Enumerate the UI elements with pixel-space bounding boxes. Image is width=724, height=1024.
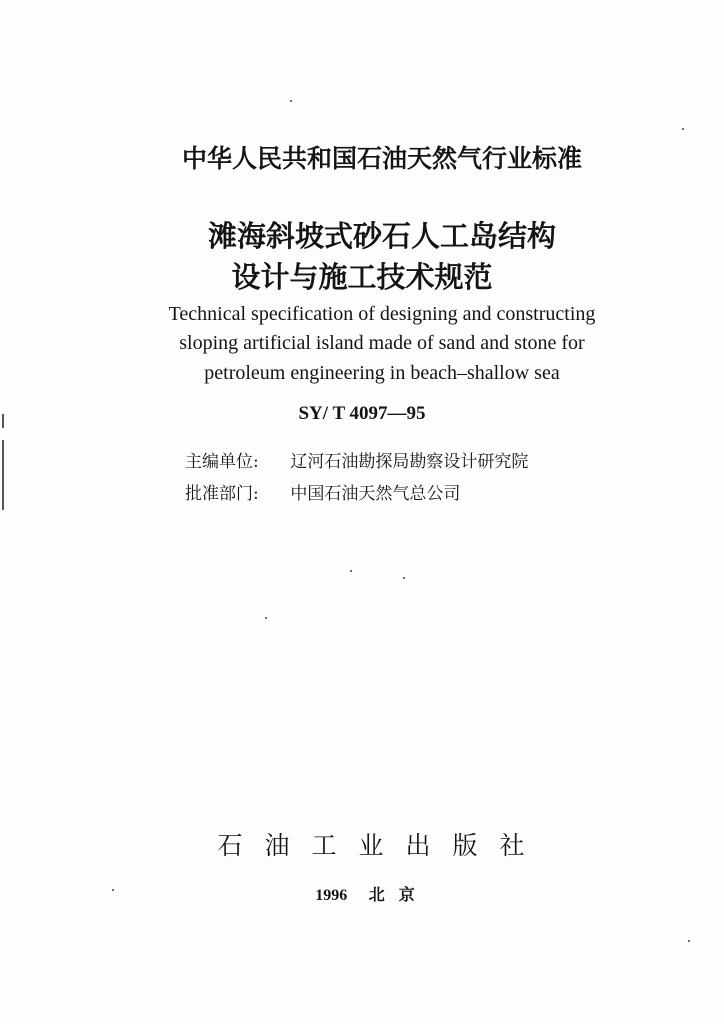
scan-speck xyxy=(290,100,292,102)
scan-speck xyxy=(688,940,690,942)
scan-speck xyxy=(350,570,352,572)
publication-year: 1996 xyxy=(315,887,348,904)
approver-value: 中国石油天然气总公司 xyxy=(290,484,461,504)
title-english-line-3: petroleum engineering in beach–shallow sea xyxy=(204,362,560,384)
title-chinese-line-1: 滩海斜坡式砂石人工岛结构 xyxy=(207,219,556,253)
scan-edge-mark xyxy=(2,440,4,510)
publisher-name: 石油工业出版社 xyxy=(217,831,547,860)
standard-code: SY/ T 4097—95 xyxy=(298,403,426,424)
editor-label: 主编单位: xyxy=(185,452,259,472)
publication-place: 北京 xyxy=(368,885,429,904)
industry-standard-heading: 中华人民共和国石油天然气行业标准 xyxy=(181,144,582,173)
approver-label: 批准部门: xyxy=(185,484,259,504)
scan-speck xyxy=(403,577,405,579)
approver-row xyxy=(185,479,460,504)
scan-speck xyxy=(682,128,684,130)
editor-value: 辽河石油勘探局勘察设计研究院 xyxy=(290,452,529,472)
title-english-line-2: sloping artificial island made of sand and stone for xyxy=(179,332,585,354)
imprint xyxy=(10,882,724,905)
title-english-line-1: Technical specification of designing and constructing xyxy=(168,303,596,325)
title-chinese-line-2: 设计与施工技术规范 xyxy=(231,260,493,294)
scan-speck xyxy=(265,617,267,619)
editor-row xyxy=(185,447,528,472)
